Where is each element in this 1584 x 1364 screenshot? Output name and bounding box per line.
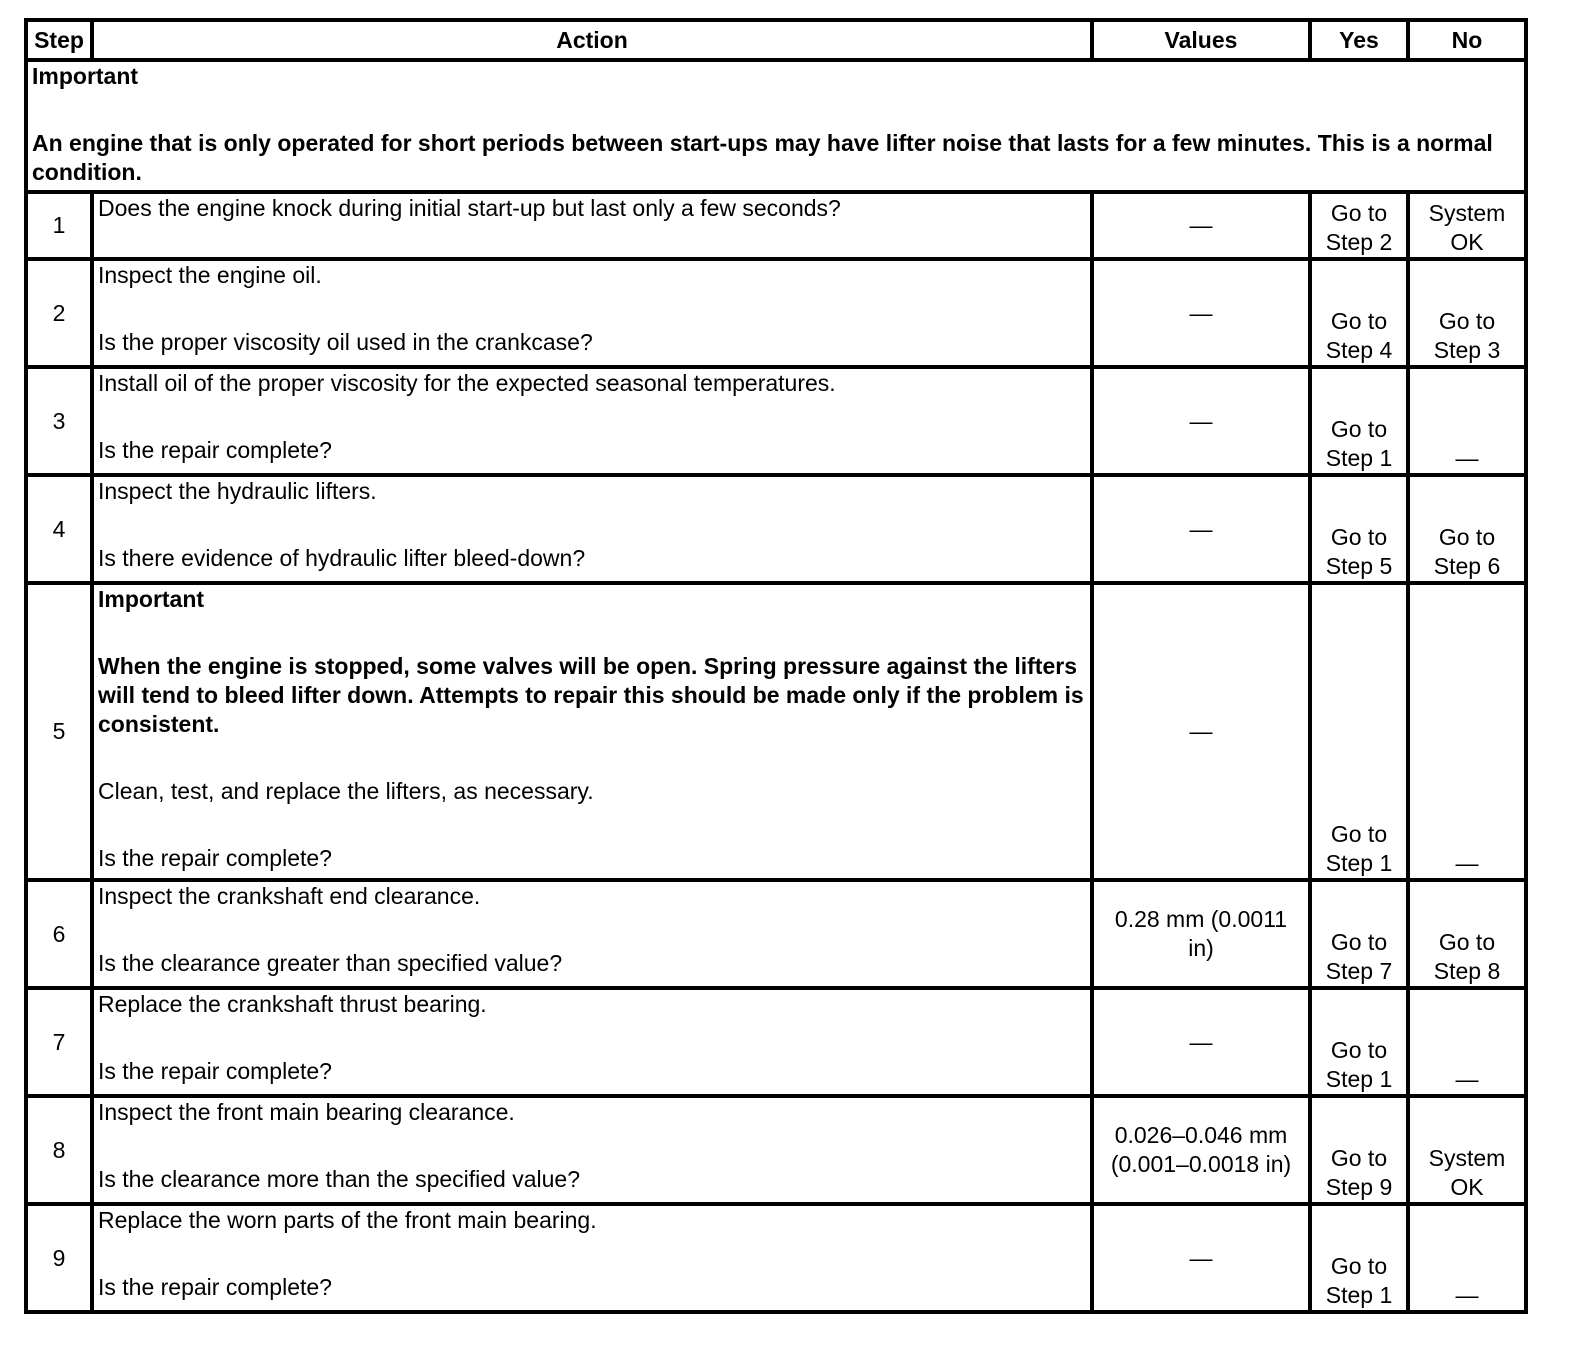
action-cell [92, 1204, 1092, 1312]
yes-cell [1310, 583, 1408, 880]
action-text: Does the engine knock during initial start-up but last only a few seconds? [98, 195, 841, 221]
action-question: Is there evidence of hydraulic lifter bleed-down? [98, 545, 586, 571]
table-row [26, 583, 1526, 880]
action-cell [92, 880, 1092, 988]
yes-line: Step 5 [1325, 553, 1393, 579]
action-text: Inspect the hydraulic lifters. [98, 478, 377, 504]
yes-cell [1310, 1204, 1408, 1312]
step-number: 5 [26, 583, 92, 880]
important-text: When the engine is stopped, some valves will be open. Spring pressure against the lifters will tend to bleed lifter down. Attempts to repair this should be made only if the problem is consistent. [98, 653, 1084, 737]
no-cell: — [1408, 1204, 1526, 1312]
table-row [26, 367, 1526, 475]
no-line: OK [1450, 229, 1484, 255]
no-cell [1408, 880, 1526, 988]
yes-line: Step 7 [1325, 958, 1393, 984]
values-cell: — [1092, 583, 1310, 880]
values-cell: — [1092, 988, 1310, 1096]
yes-cell [1310, 1096, 1408, 1204]
important-text: An engine that is only operated for short periods between start-ups may have lifter noise that lasts for a few minutes. This is a normal condition. [32, 130, 1493, 185]
no-cell: — [1408, 583, 1526, 880]
no-cell [1408, 1096, 1526, 1204]
no-line: Go to [1438, 524, 1496, 550]
yes-cell [1310, 367, 1408, 475]
step-number: 4 [26, 475, 92, 583]
yes-cell [1310, 988, 1408, 1096]
no-cell: — [1408, 988, 1526, 1096]
step-number: 7 [26, 988, 92, 1096]
important-note-row [26, 60, 1526, 192]
action-cell [92, 367, 1092, 475]
action-text: Inspect the front main bearing clearance. [98, 1099, 515, 1125]
yes-line: Go to [1330, 821, 1388, 847]
yes-line: Step 1 [1325, 1066, 1393, 1092]
table-row [26, 259, 1526, 367]
values-cell [1092, 1096, 1310, 1204]
values-cell: — [1092, 192, 1310, 259]
yes-line: Go to [1330, 1145, 1388, 1171]
yes-line: Go to [1330, 1037, 1388, 1063]
table-row [26, 988, 1526, 1096]
yes-line: Step 1 [1325, 445, 1393, 471]
no-cell: — [1408, 367, 1526, 475]
yes-line: Step 1 [1325, 850, 1393, 876]
no-line: Go to [1438, 308, 1496, 334]
yes-cell [1310, 192, 1408, 259]
action-text: Replace the crankshaft thrust bearing. [98, 991, 487, 1017]
no-cell [1408, 475, 1526, 583]
step-number: 2 [26, 259, 92, 367]
step-number: 1 [26, 192, 92, 259]
values-line: 0.026–0.046 mm [1114, 1122, 1288, 1148]
values-cell: — [1092, 367, 1310, 475]
action-cell [92, 988, 1092, 1096]
table-row [26, 475, 1526, 583]
header-action: Action [92, 20, 1092, 60]
important-title: Important [32, 63, 139, 89]
header-no: No [1408, 20, 1526, 60]
action-question: Is the repair complete? [98, 1058, 332, 1084]
values-cell: — [1092, 259, 1310, 367]
action-question: Is the proper viscosity oil used in the crankcase? [98, 329, 593, 355]
action-text: Replace the worn parts of the front main bearing. [98, 1207, 597, 1233]
yes-line: Go to [1330, 929, 1388, 955]
important-note [26, 60, 1526, 192]
action-question: Is the repair complete? [98, 437, 332, 463]
action-text: Install oil of the proper viscosity for the expected seasonal temperatures. [98, 370, 836, 396]
no-line: System [1428, 1145, 1506, 1171]
header-yes: Yes [1310, 20, 1408, 60]
header-values: Values [1092, 20, 1310, 60]
action-question: Is the repair complete? [98, 845, 332, 871]
yes-line: Go to [1330, 1253, 1388, 1279]
step-number: 3 [26, 367, 92, 475]
table-row [26, 192, 1526, 259]
step-number: 6 [26, 880, 92, 988]
yes-line: Step 2 [1325, 229, 1393, 255]
no-line: OK [1450, 1174, 1484, 1200]
no-line: Go to [1438, 929, 1496, 955]
yes-line: Go to [1330, 308, 1388, 334]
values-cell: — [1092, 1204, 1310, 1312]
action-question: Is the clearance more than the specified value? [98, 1166, 581, 1192]
yes-line: Step 9 [1325, 1174, 1393, 1200]
header-step: Step [26, 20, 92, 60]
yes-cell [1310, 259, 1408, 367]
values-line: 0.28 mm (0.0011 [1114, 906, 1288, 932]
action-question: Is the clearance greater than specified value? [98, 950, 563, 976]
action-cell [92, 583, 1092, 880]
header-row [26, 20, 1526, 60]
table-row [26, 1096, 1526, 1204]
values-line: in) [1188, 935, 1214, 961]
values-cell [1092, 880, 1310, 988]
yes-line: Step 4 [1325, 337, 1393, 363]
action-text: Inspect the crankshaft end clearance. [98, 883, 481, 909]
values-line: (0.001–0.0018 in) [1110, 1151, 1292, 1177]
no-cell [1408, 259, 1526, 367]
yes-line: Step 1 [1325, 1282, 1393, 1308]
no-line: Step 8 [1433, 958, 1501, 984]
values-cell: — [1092, 475, 1310, 583]
yes-cell [1310, 475, 1408, 583]
table-row [26, 880, 1526, 988]
action-cell [92, 475, 1092, 583]
action-cell [92, 259, 1092, 367]
yes-line: Go to [1330, 416, 1388, 442]
no-line: System [1428, 200, 1506, 226]
no-line: Step 3 [1433, 337, 1501, 363]
action-cell [92, 192, 1092, 259]
diagnostic-table [24, 18, 1528, 1314]
step-number: 8 [26, 1096, 92, 1204]
action-question: Is the repair complete? [98, 1274, 332, 1300]
important-title: Important [98, 586, 205, 612]
no-cell [1408, 192, 1526, 259]
table-row [26, 1204, 1526, 1312]
yes-cell [1310, 880, 1408, 988]
yes-line: Go to [1330, 524, 1388, 550]
action-text: Clean, test, and replace the lifters, as necessary. [98, 778, 594, 804]
action-text: Inspect the engine oil. [98, 262, 322, 288]
step-number: 9 [26, 1204, 92, 1312]
action-cell [92, 1096, 1092, 1204]
yes-line: Go to [1330, 200, 1388, 226]
no-line: Step 6 [1433, 553, 1501, 579]
